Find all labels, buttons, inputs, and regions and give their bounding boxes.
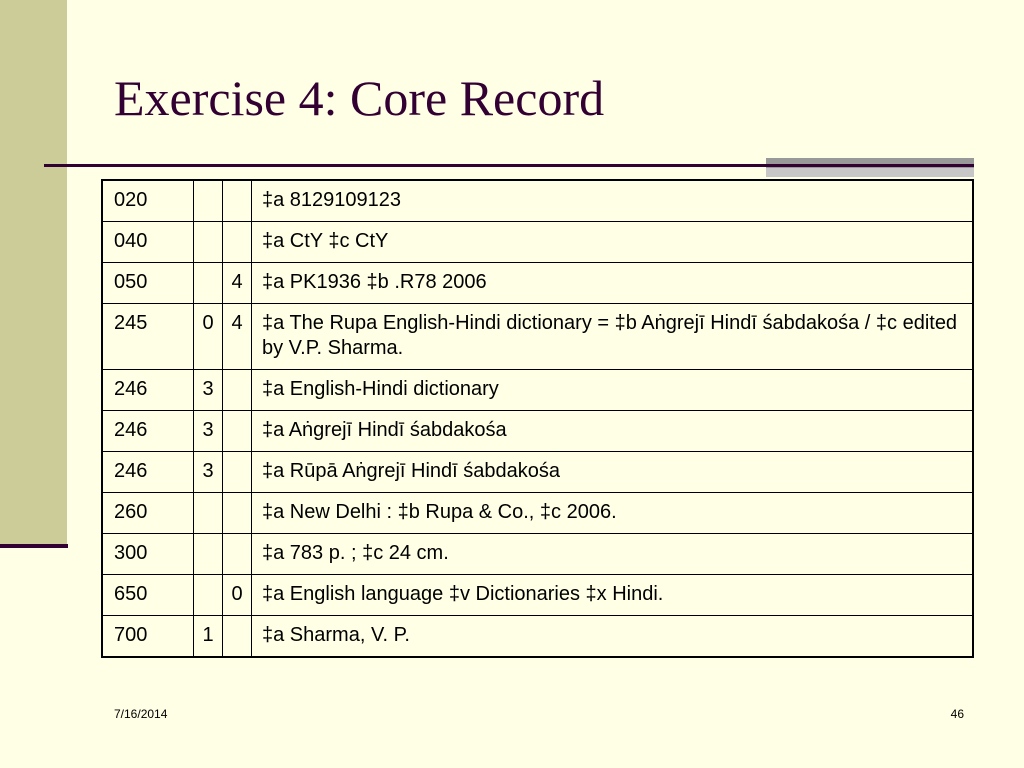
field-content-cell: ‡a The Rupa English-Hindi dictionary = ‡b Aṅgrejī Hindī śabdakośa / ‡c edited by V.P. Sharma.	[252, 304, 974, 370]
indicator-1-cell: 3	[194, 411, 223, 452]
field-content-cell: ‡a CtY ‡c CtY	[252, 222, 974, 263]
table-row	[102, 575, 973, 616]
indicator-2-cell	[223, 370, 252, 411]
field-content-cell: ‡a 783 p. ; ‡c 24 cm.	[252, 534, 974, 575]
table-row	[102, 263, 973, 304]
table-row	[102, 411, 973, 452]
marc-tag-cell: 246	[102, 370, 194, 411]
table-row	[102, 180, 973, 222]
field-content-cell: ‡a Sharma, V. P.	[252, 616, 974, 658]
indicator-1-cell	[194, 534, 223, 575]
marc-tag-cell: 040	[102, 222, 194, 263]
indicator-2-cell	[223, 180, 252, 222]
indicator-2-cell	[223, 452, 252, 493]
table-row	[102, 493, 973, 534]
field-content-cell: ‡a 8129109123	[252, 180, 974, 222]
marc-tag-cell: 260	[102, 493, 194, 534]
marc-tag-cell: 246	[102, 411, 194, 452]
left-side-bar	[0, 0, 67, 547]
marc-tag-cell: 245	[102, 304, 194, 370]
marc-tag-cell: 050	[102, 263, 194, 304]
marc-tag-cell: 700	[102, 616, 194, 658]
table-row	[102, 616, 973, 658]
field-content-cell: ‡a New Delhi : ‡b Rupa & Co., ‡c 2006.	[252, 493, 974, 534]
marc-tag-cell: 300	[102, 534, 194, 575]
indicator-2-cell: 4	[223, 263, 252, 304]
indicator-1-cell: 1	[194, 616, 223, 658]
indicator-1-cell: 3	[194, 452, 223, 493]
marc-tag-cell: 020	[102, 180, 194, 222]
marc-record-table	[101, 179, 974, 658]
slide-date: 7/16/2014	[114, 707, 168, 721]
indicator-1-cell: 0	[194, 304, 223, 370]
marc-tag-cell: 246	[102, 452, 194, 493]
indicator-2-cell	[223, 534, 252, 575]
indicator-2-cell	[223, 616, 252, 658]
title-rule	[44, 164, 974, 167]
title-rule-accent-light	[766, 168, 974, 177]
table-row	[102, 534, 973, 575]
indicator-1-cell	[194, 222, 223, 263]
marc-record-body	[102, 180, 973, 657]
slide-page-number: 46	[950, 707, 964, 721]
left-bar-divider	[0, 544, 68, 548]
table-row	[102, 304, 973, 370]
table-row	[102, 370, 973, 411]
indicator-2-cell	[223, 222, 252, 263]
table-row	[102, 222, 973, 263]
field-content-cell: ‡a English language ‡v Dictionaries ‡x Hindi.	[252, 575, 974, 616]
indicator-1-cell: 3	[194, 370, 223, 411]
marc-tag-cell: 650	[102, 575, 194, 616]
indicator-2-cell	[223, 411, 252, 452]
field-content-cell: ‡a PK1936 ‡b .R78 2006	[252, 263, 974, 304]
slide-title: Exercise 4: Core Record	[114, 70, 605, 126]
indicator-2-cell: 4	[223, 304, 252, 370]
field-content-cell: ‡a Aṅgrejī Hindī śabdakośa	[252, 411, 974, 452]
indicator-2-cell	[223, 493, 252, 534]
field-content-cell: ‡a Rūpā Aṅgrejī Hindī śabdakośa	[252, 452, 974, 493]
table-row	[102, 452, 973, 493]
field-content-cell: ‡a English-Hindi dictionary	[252, 370, 974, 411]
indicator-2-cell: 0	[223, 575, 252, 616]
indicator-1-cell	[194, 493, 223, 534]
indicator-1-cell	[194, 180, 223, 222]
indicator-1-cell	[194, 575, 223, 616]
indicator-1-cell	[194, 263, 223, 304]
